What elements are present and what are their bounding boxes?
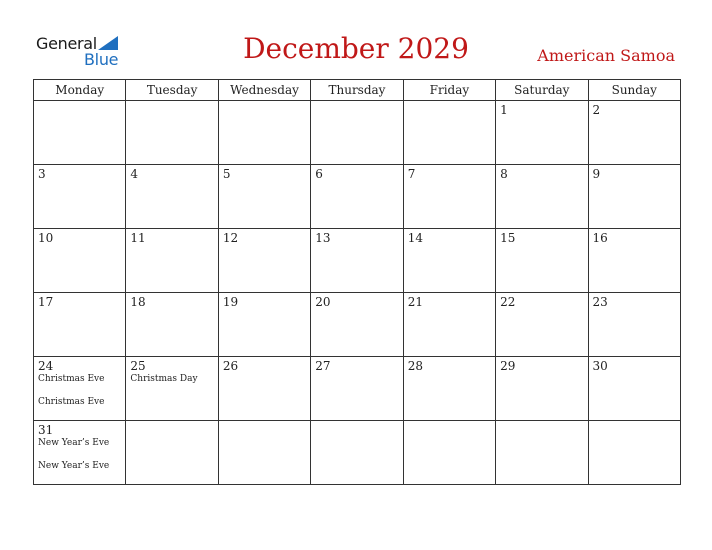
day-cell [588,229,680,293]
day-cell [34,101,126,165]
day-cell [403,293,495,357]
day-cell [126,101,218,165]
day-number: 23 [592,295,608,309]
day-cell [311,229,403,293]
day-cell [218,421,310,485]
day-cell [218,357,310,421]
day-cell [34,165,126,229]
day-cell [218,165,310,229]
day-cell [34,421,126,485]
logo-blue-text: Blue [84,50,119,69]
day-number: 12 [222,231,239,245]
day-number: 1 [500,103,508,117]
day-cell [588,421,680,485]
logo-general-text: General [36,34,97,53]
holiday-label: New Year’s Eve [38,461,110,471]
calendar-grid [33,79,681,485]
day-cell [403,421,495,485]
day-number: 10 [38,231,54,245]
day-number: 19 [222,295,239,309]
day-cell [218,293,310,357]
day-cell [403,165,495,229]
holiday-label: Christmas Eve [38,397,105,407]
day-number: 8 [500,167,508,181]
day-cell [588,165,680,229]
weekday-friday: Friday [403,80,495,101]
holiday-label: New Year’s Eve [38,438,110,448]
weekday-thursday: Thursday [311,80,403,101]
week-row [34,229,681,293]
day-number: 14 [407,231,423,245]
day-cell [311,357,403,421]
week-row [34,101,681,165]
day-number: 28 [407,359,423,373]
day-number: 27 [315,359,331,373]
day-number: 21 [407,295,423,309]
day-number: 17 [38,295,54,309]
day-number: 25 [130,359,146,373]
day-cell [34,229,126,293]
day-number: 16 [592,231,608,245]
day-cell [496,293,588,357]
day-number: 7 [407,167,416,181]
day-number: 15 [500,231,516,245]
day-cell [126,357,218,421]
day-cell [403,357,495,421]
day-number: 22 [500,295,516,309]
weekday-wednesday: Wednesday [218,80,310,101]
day-number: 26 [222,359,239,373]
day-cell [588,357,680,421]
day-cell [403,101,495,165]
holiday-label: Christmas Day [130,374,198,384]
day-number: 11 [130,231,146,245]
week-row [34,421,681,485]
weekday-saturday: Saturday [496,80,588,101]
day-cell [126,229,218,293]
day-cell [588,293,680,357]
day-cell [218,229,310,293]
weekday-header-row [34,80,681,101]
day-cell [311,421,403,485]
weekday-tuesday: Tuesday [126,80,218,101]
holiday-label: Christmas Eve [38,374,105,384]
day-cell [218,101,310,165]
day-cell [496,357,588,421]
day-cell [496,229,588,293]
day-number: 3 [38,167,46,181]
day-cell [311,165,403,229]
day-cell [126,293,218,357]
day-number: 31 [38,423,54,437]
day-number: 2 [592,103,601,117]
day-cell [403,229,495,293]
day-cell [588,101,680,165]
calendar-title: December 2029 [243,32,469,65]
day-number: 18 [130,295,146,309]
day-cell [34,293,126,357]
day-number: 29 [500,359,516,373]
day-cell [311,293,403,357]
region-label: American Samoa [537,46,675,65]
day-number: 24 [38,359,54,373]
day-number: 13 [315,231,331,245]
day-number: 9 [592,167,601,181]
day-cell [311,101,403,165]
weekday-sunday: Sunday [588,80,680,101]
day-number: 20 [315,295,331,309]
day-number: 5 [222,167,231,181]
day-number: 4 [130,167,139,181]
day-cell [126,165,218,229]
day-cell [496,165,588,229]
day-number: 6 [315,167,323,181]
week-row [34,165,681,229]
day-cell [34,357,126,421]
week-row [34,293,681,357]
day-number: 30 [592,359,608,373]
weekday-monday: Monday [34,80,126,101]
day-cell [496,101,588,165]
day-cell [496,421,588,485]
day-cell [126,421,218,485]
week-row [34,357,681,421]
